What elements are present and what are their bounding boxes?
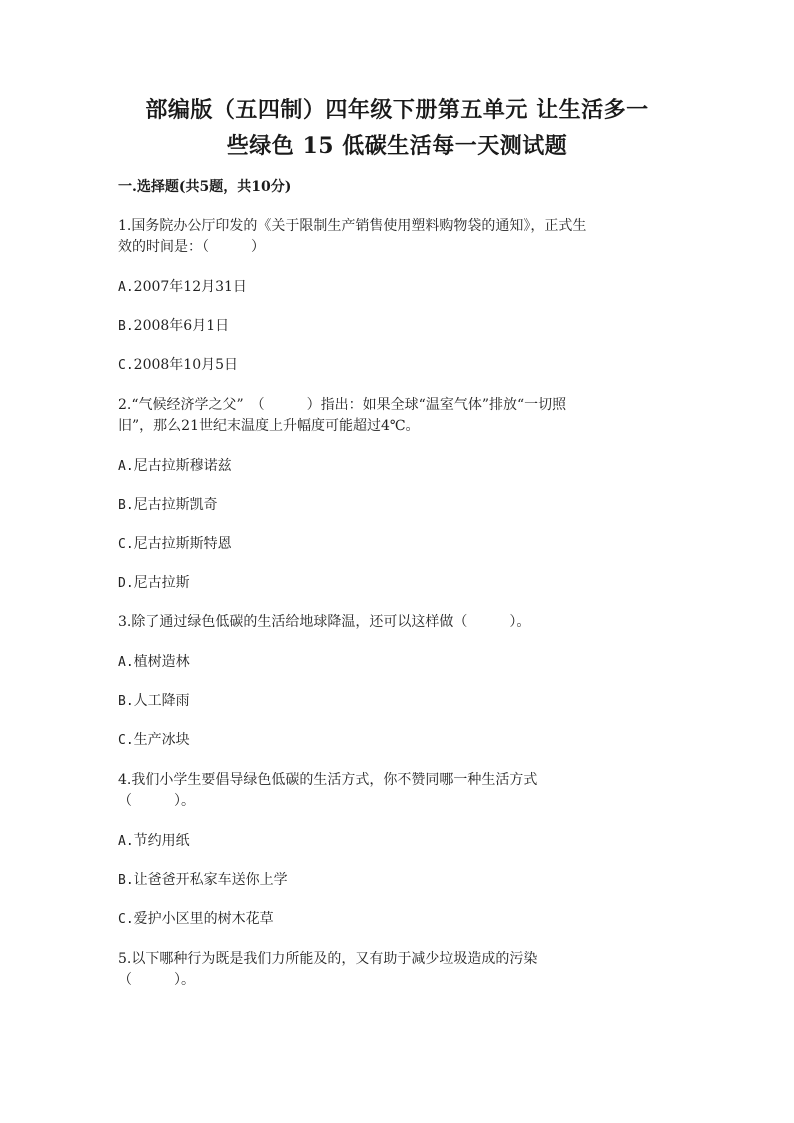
question-4-option-a — [118, 831, 678, 852]
question-text-line-1: “气候经济学之父” （ ）指出：如果全球“温室气体”排放“一切照 — [131, 397, 567, 413]
option-text: 尼古拉斯斯特恩 — [133, 536, 232, 552]
question-number: 5. — [118, 951, 132, 967]
option-letter: C. — [118, 358, 134, 373]
page-title — [100, 92, 694, 164]
option-text: 2007年12月31日 — [133, 279, 247, 295]
question-text-line-1: 我们小学生要倡导绿色低碳的生活方式，你不赞同哪一种生活方式 — [131, 772, 538, 788]
question-number: 1. — [118, 218, 132, 234]
option-letter: A. — [118, 655, 134, 670]
question-number: 3. — [118, 614, 132, 630]
option-text: 让爸爸开私家车送你上学 — [133, 872, 288, 888]
option-letter: A. — [118, 280, 134, 295]
question-2 — [118, 395, 678, 437]
question-2-option-b — [118, 495, 678, 516]
question-3-option-c — [118, 730, 678, 751]
question-3 — [118, 612, 678, 633]
option-text: 2008年6月1日 — [133, 318, 230, 334]
page-title-line-2: 些绿色 15 低碳生活每一天测试题 — [226, 133, 568, 159]
question-text-line-1: 国务院办公厅印发的《关于限制生产销售使用塑料购物袋的通知》，正式生 — [131, 218, 587, 234]
page-title-line-1: 部编版（五四制）四年级下册第五单元 让生活多一 — [145, 97, 649, 123]
section-heading: 一.选择题(共5题，共10分) — [118, 179, 292, 195]
option-letter: B. — [118, 319, 134, 334]
option-text: 2008年10月5日 — [133, 357, 239, 373]
question-4 — [118, 770, 678, 812]
question-2-option-d — [118, 573, 678, 594]
question-text-line-2: （ ）。 — [118, 793, 195, 809]
question-text-line-2: （ ）。 — [118, 972, 195, 988]
option-letter: D. — [118, 576, 134, 591]
question-1 — [118, 216, 678, 258]
question-3-option-b — [118, 691, 678, 712]
option-text: 尼古拉斯 — [133, 575, 190, 591]
option-text: 尼古拉斯穆诺兹 — [133, 458, 232, 474]
question-5 — [118, 949, 678, 991]
option-letter: C. — [118, 537, 134, 552]
question-2-option-c — [118, 534, 678, 555]
option-letter: C. — [118, 733, 134, 748]
question-text-line-1: 以下哪种行为既是我们力所能及的，又有助于减少垃圾造成的污染 — [131, 951, 538, 967]
option-text: 生产冰块 — [133, 732, 190, 748]
question-1-option-b — [118, 316, 678, 337]
question-number: 4. — [118, 772, 132, 788]
option-text: 节约用纸 — [133, 833, 190, 849]
question-number: 2. — [118, 397, 132, 413]
question-2-option-a — [118, 456, 678, 477]
option-text: 植树造林 — [133, 654, 190, 670]
option-letter: B. — [118, 498, 134, 513]
question-1-option-c — [118, 355, 678, 376]
question-text-line-2: 效的时间是：（ ） — [118, 239, 265, 255]
option-letter: A. — [118, 459, 134, 474]
option-letter: C. — [118, 912, 134, 927]
question-1-option-a — [118, 277, 678, 298]
option-letter: A. — [118, 834, 134, 849]
question-4-option-c — [118, 909, 678, 930]
option-letter: B. — [118, 694, 134, 709]
question-text-line-2: 旧”，那么21世纪末温度上升幅度可能超过4℃。 — [118, 418, 420, 434]
option-text: 人工降雨 — [133, 693, 190, 709]
option-text: 爱护小区里的树木花草 — [133, 911, 274, 927]
question-text-line-1: 除了通过绿色低碳的生活给地球降温，还可以这样做（ ）。 — [131, 614, 531, 630]
option-text: 尼古拉斯凯奇 — [133, 497, 218, 513]
question-4-option-b — [118, 870, 678, 891]
option-letter: B. — [118, 873, 134, 888]
question-3-option-a — [118, 652, 678, 673]
